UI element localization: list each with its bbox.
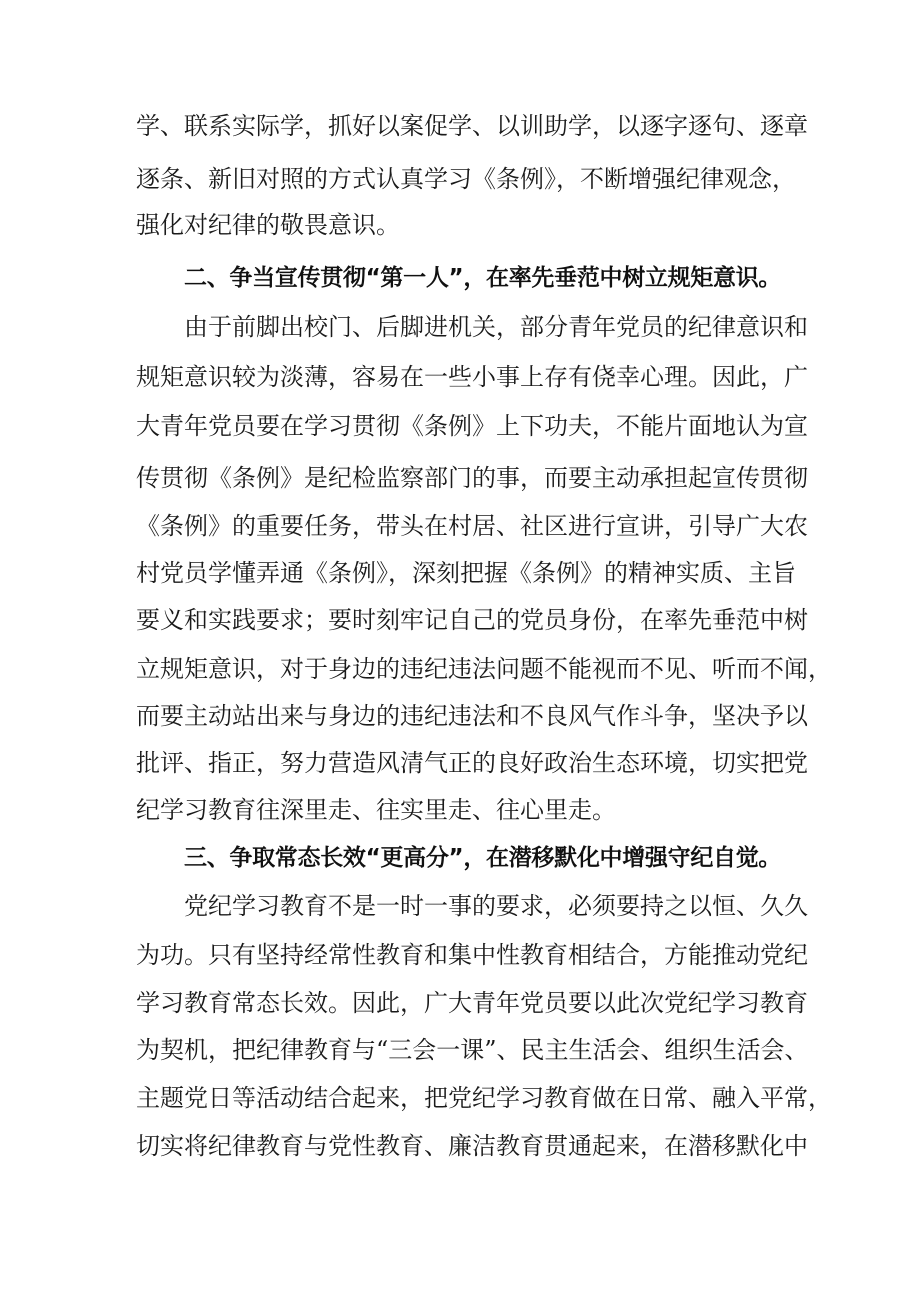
paragraph-line: 批评、指正，努力营造风清气正的良好政治生态环境，切实把党 [136,749,808,777]
section-heading-3: 三、争取常态长效“更高分”，在潜移默化中增强守纪自觉。 [184,845,782,871]
paragraph-line: 为契机，把纪律教育与“三会一课”、民主生活会、组织生活会、 [136,1036,809,1064]
paragraph-line: 《条例》的重要任务，带头在村居、社区进行宣讲，引导广大农 [136,512,808,540]
section-heading-2: 二、争当宣传贯彻“第一人”，在率先垂范中树立规矩意识。 [184,265,782,291]
paragraph-line: 切实将纪律教育与党性教育、廉洁教育贯通起来，在潜移默化中 [136,1132,808,1160]
paragraph-line: 纪学习教育往深里走、往实里走、往心里走。 [136,796,616,824]
paragraph-line: 大青年党员要在学习贯彻《条例》上下功夫，不能片面地认为宣 [136,412,808,440]
paragraph-line: 规矩意识较为淡薄，容易在一些小事上存有侥幸心理。因此，广 [136,363,808,391]
paragraph-line: 学习教育常态长效。因此，广大青年党员要以此次党纪学习教育 [136,989,808,1017]
paragraph-line: 主题党日等活动结合起来，把党纪学习教育做在日常、融入平常， [136,1084,832,1112]
paragraph-line: 而要主动站出来与身边的违纪违法和不良风气作斗争，坚决予以 [136,702,808,730]
paragraph-line: 强化对纪律的敬畏意识。 [136,211,400,239]
paragraph-line: 要义和实践要求；要时刻牢记自己的党员身份，在率先垂范中树 [136,606,808,634]
paragraph-line: 村党员学懂弄通《条例》，深刻把握《条例》的精神实质、主旨 [136,559,796,587]
paragraph-line: 为功。只有坚持经常性教育和集中性教育相结合，方能推动党纪 [136,941,808,969]
paragraph-line: 立规矩意识，对于身边的违纪违法问题不能视而不见、听而不闻， [136,655,832,683]
paragraph-line: 党纪学习教育不是一时一事的要求，必须要持之以恒、久久 [184,892,808,920]
paragraph-line: 由于前脚出校门、后脚进机关，部分青年党员的纪律意识和 [184,313,808,341]
paragraph-line: 逐条、新旧对照的方式认真学习《条例》，不断增强纪律观念， [136,165,796,193]
paragraph-line: 传贯彻《条例》是纪检监察部门的事，而要主动承担起宣传贯彻 [136,464,808,492]
paragraph-line: 学、联系实际学，抓好以案促学、以训助学，以逐字逐句、逐章 [136,112,808,140]
